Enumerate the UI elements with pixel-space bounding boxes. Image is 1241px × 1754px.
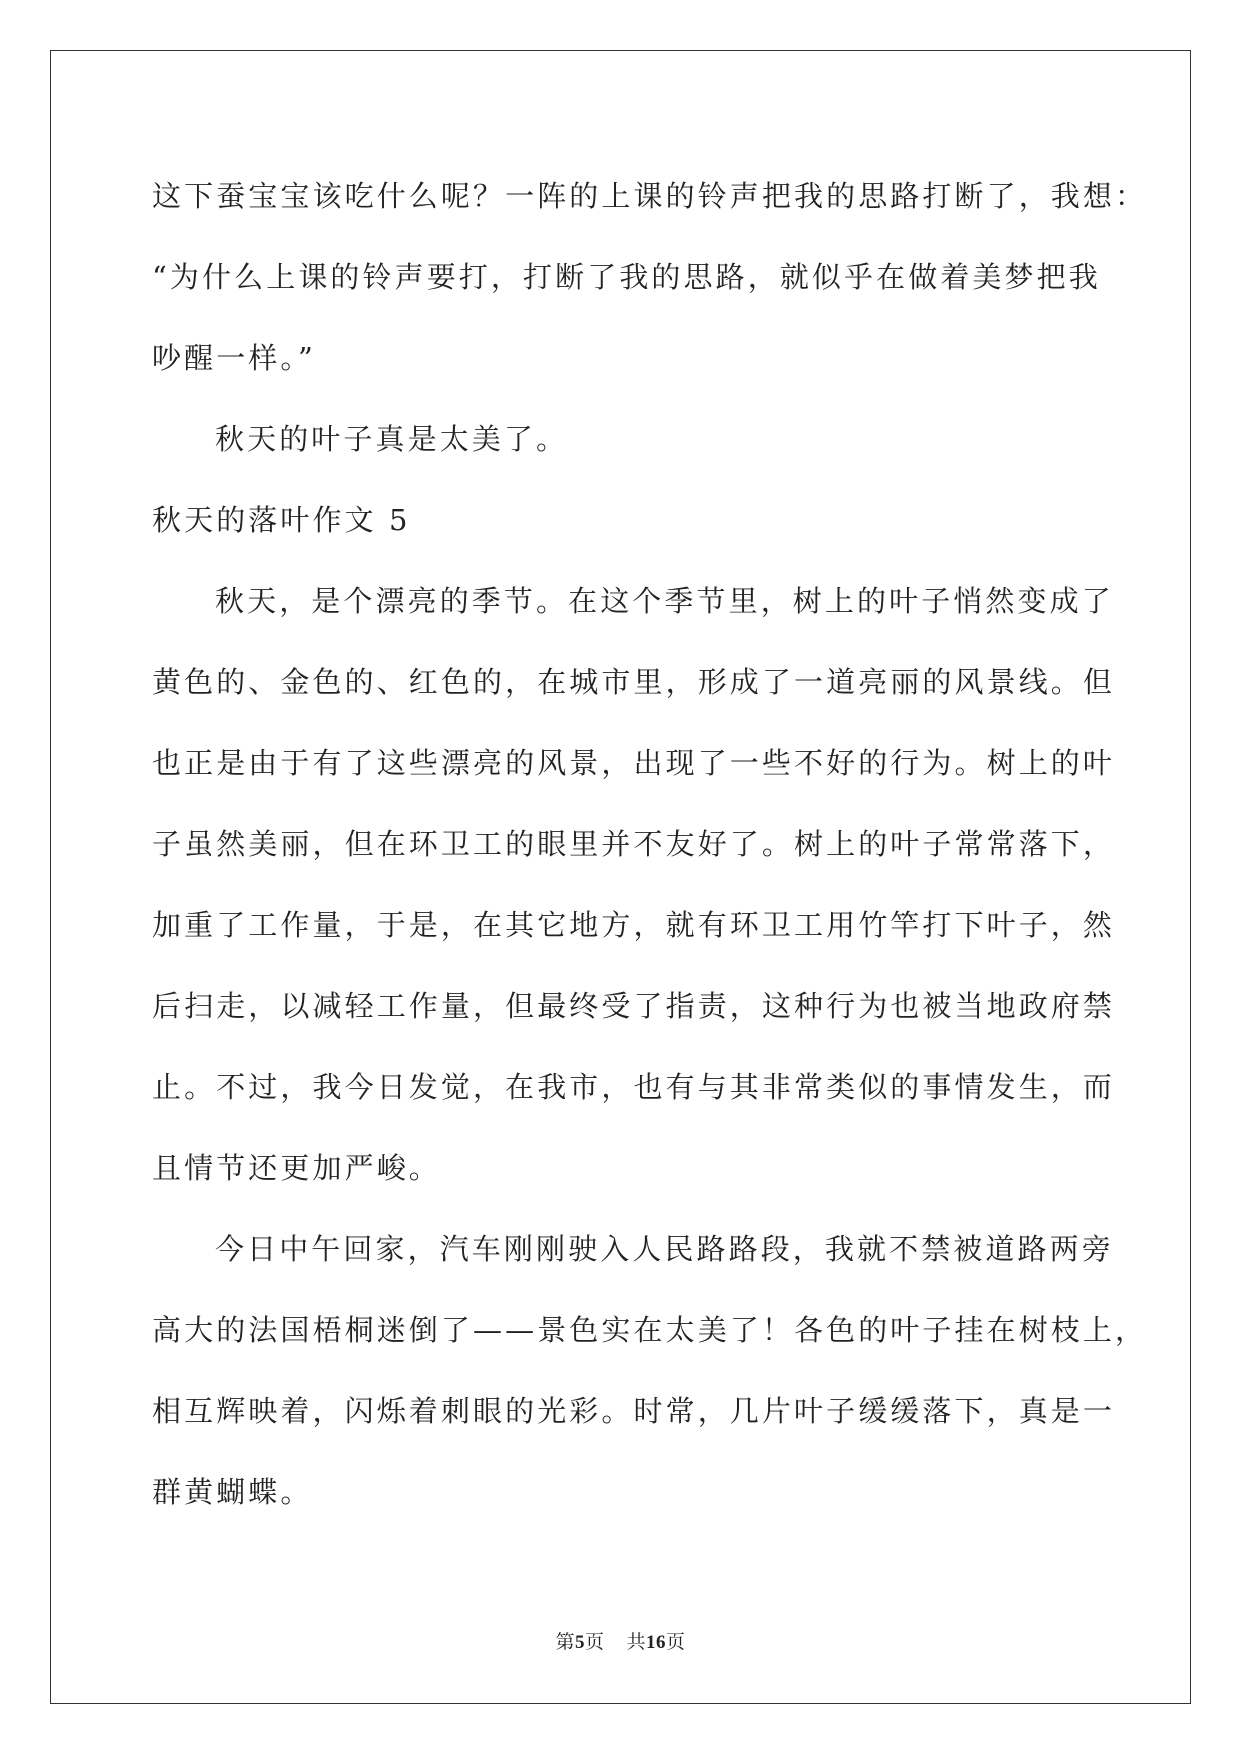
text-line: 今日中午回家，汽车刚刚驶入人民路路段，我就不禁被道路两旁 bbox=[215, 1232, 1114, 1266]
text-line: 秋天的叶子真是太美了。 bbox=[215, 422, 569, 456]
text-line: 子虽然美丽，但在环卫工的眼里并不友好了。树上的叶子常常落下， bbox=[152, 827, 1116, 861]
total-pages-number: 16 bbox=[646, 1632, 667, 1653]
text-line: 高大的法国梧桐迷倒了——景色实在太美了！各色的叶子挂在树枝上， bbox=[152, 1313, 1148, 1347]
text-line: 止。不过，我今日发觉，在我市，也有与其非常类似的事情发生，而 bbox=[152, 1070, 1116, 1104]
text-line: 且情节还更加严峻。 bbox=[152, 1151, 441, 1185]
section-heading: 秋天的落叶作文 5 bbox=[152, 503, 411, 537]
text-line: 黄色的、金色的、红色的，在城市里，形成了一道亮丽的风景线。但 bbox=[152, 665, 1116, 699]
text-line: 吵醒一样。” bbox=[152, 341, 316, 375]
text-line: 相互辉映着，闪烁着刺眼的光彩。时常，几片叶子缓缓落下，真是一 bbox=[152, 1394, 1116, 1428]
footer-prefix: 第 bbox=[555, 1631, 575, 1653]
text-line: “为什么上课的铃声要打，打断了我的思路，就似乎在做着美梦把我 bbox=[152, 260, 1101, 294]
text-line: 后扫走，以减轻工作量，但最终受了指责，这种行为也被当地政府禁 bbox=[152, 989, 1116, 1023]
text-line: 加重了工作量，于是，在其它地方，就有环卫工用竹竿打下叶子，然 bbox=[152, 908, 1116, 942]
footer-total-prefix: 共 bbox=[626, 1631, 647, 1653]
text-line: 也正是由于有了这些漂亮的风景，出现了一些不好的行为。树上的叶 bbox=[152, 746, 1116, 780]
text-line: 秋天，是个漂亮的季节。在这个季节里，树上的叶子悄然变成了 bbox=[215, 584, 1114, 618]
text-line: 这下蚕宝宝该吃什么呢？一阵的上课的铃声把我的思路打断了，我想： bbox=[152, 179, 1148, 213]
document-body bbox=[152, 156, 1148, 1533]
page-number-footer bbox=[0, 1627, 1241, 1654]
footer-page-word: 页 bbox=[584, 1631, 605, 1653]
text-line: 群黄蝴蝶。 bbox=[152, 1475, 313, 1509]
footer-total-suffix: 页 bbox=[666, 1631, 686, 1653]
current-page-number: 5 bbox=[574, 1632, 585, 1653]
